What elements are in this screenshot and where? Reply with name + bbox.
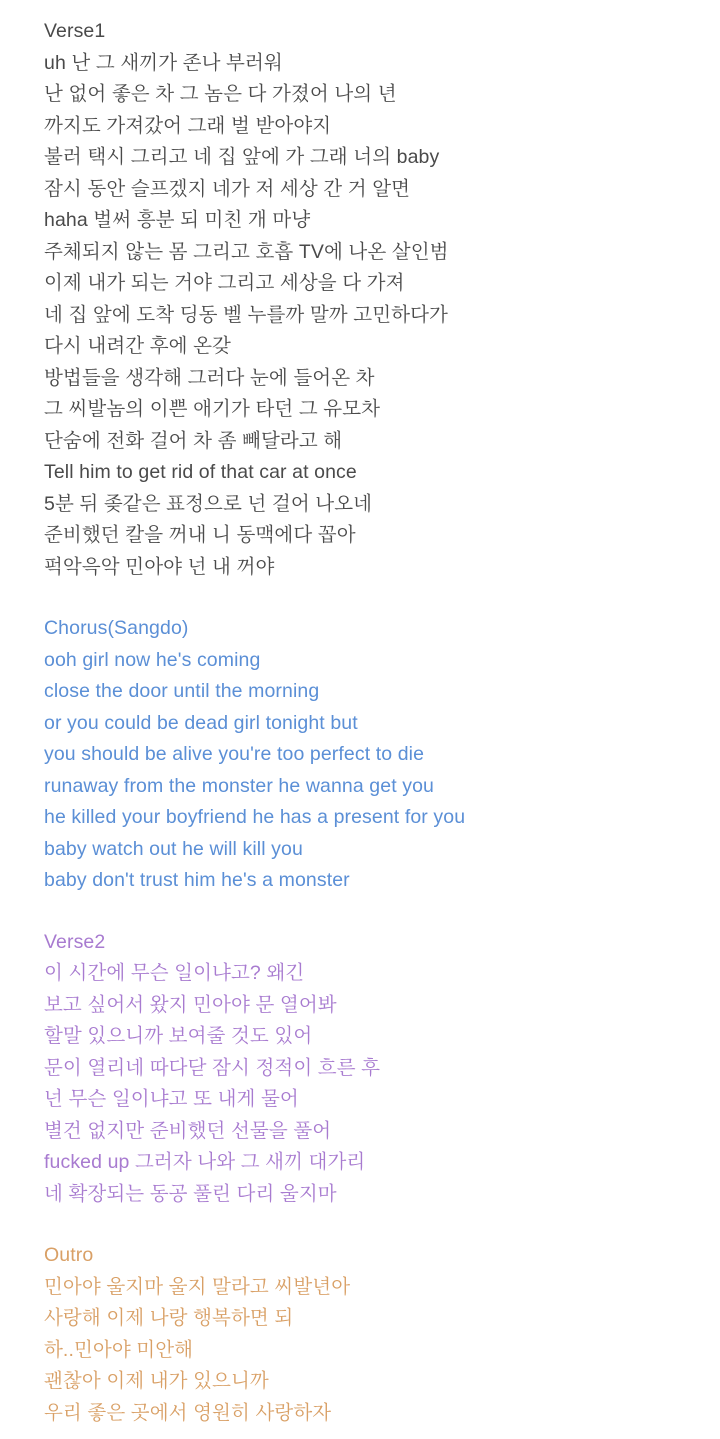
lyric-line: 우리 좋은 곳에서 영원히 사랑하자 (44, 1401, 332, 1424)
lyric-line: 단숨에 전화 걸어 차 좀 빼달라고 해 (44, 429, 343, 452)
lyric-line: 사랑해 이제 나랑 행복하면 되 (44, 1307, 294, 1329)
section-heading-chorus: Chorus(Sangdo) (44, 617, 189, 639)
lyric-line: 보고 싶어서 왔지 민아야 문 열어봐 (44, 993, 337, 1016)
lyrics-section-verse2 (44, 927, 680, 1211)
lyric-line: 방법들을 생각해 그러다 눈에 들어온 차 (44, 366, 375, 389)
lyric-line: 퍽악윽악 민아야 넌 내 꺼야 (44, 555, 275, 578)
lyric-line: close the door until the morning (44, 680, 320, 702)
lyric-line: 할말 있으니까 보여줄 것도 있어 (44, 1025, 313, 1047)
lyric-line: 이 시간에 무슨 일이냐고? 왜긴 (44, 962, 305, 984)
lyric-line: 네 확장되는 동공 풀린 다리 울지마 (44, 1182, 337, 1205)
lyrics-section-outro (44, 1240, 680, 1429)
section-heading-verse1: Verse1 (44, 20, 106, 42)
lyric-line: 다시 내려간 후에 온갖 (44, 335, 231, 357)
lyric-line: 민아야 울지마 울지 말라고 씨발년아 (44, 1275, 351, 1298)
lyric-line: 넌 무슨 일이냐고 또 내게 물어 (44, 1088, 299, 1110)
lyric-line: baby watch out he will kill you (44, 837, 303, 860)
lyric-line: 난 없어 좋은 차 그 놈은 다 가졌어 나의 년 (44, 83, 397, 105)
lyric-line: 5분 뒤 좆같은 표정으로 넌 걸어 나오네 (44, 492, 373, 515)
section-heading-outro: Outro (44, 1244, 94, 1266)
lyric-line: 이제 내가 되는 거야 그리고 세상을 다 가져 (44, 272, 405, 294)
lyric-line: he killed your boyfriend he has a present for you (44, 806, 466, 828)
lyric-line: 까지도 가져갔어 그래 벌 받아야지 (44, 114, 332, 137)
lyrics-sections-container (44, 16, 680, 1429)
lyric-line: 별건 없지만 준비했던 선물을 풀어 (44, 1119, 332, 1142)
lyric-line: fucked up 그러자 나와 그 새끼 대가리 (44, 1151, 366, 1173)
lyric-line: 주체되지 않는 몸 그리고 호흡 TV에 나온 살인범 (44, 240, 449, 263)
lyric-line: 문이 열리네 따다닫 잠시 정적이 흐른 후 (44, 1056, 381, 1079)
lyric-line: 잠시 동안 슬프겠지 네가 저 세상 간 거 알면 (44, 177, 411, 200)
lyrics-section-chorus (44, 613, 680, 897)
lyric-line: 네 집 앞에 도착 딩동 벨 누를까 말까 고민하다가 (44, 303, 448, 326)
lyric-line: haha 벌써 흥분 되 미친 개 마냥 (44, 209, 311, 231)
lyric-line: 준비했던 칼을 꺼내 니 동맥에다 꼽아 (44, 524, 356, 546)
lyric-line: 괜찮아 이제 내가 있으니까 (44, 1370, 269, 1392)
section-heading-verse2: Verse2 (44, 930, 106, 953)
lyric-line: runaway from the monster he wanna get you (44, 774, 434, 797)
lyric-line: 불러 택시 그리고 네 집 앞에 가 그래 너의 baby (44, 146, 440, 168)
lyric-line: baby don't trust him he's a monster (44, 869, 350, 891)
lyric-line: 그 씨발놈의 이쁜 애기가 타던 그 유모차 (44, 398, 381, 420)
lyric-line: or you could be dead girl tonight but (44, 711, 358, 734)
lyrics-section-verse1 (44, 16, 680, 583)
lyric-line: ooh girl now he's coming (44, 648, 261, 671)
lyric-line: uh 난 그 새끼가 존나 부러워 (44, 51, 283, 74)
lyric-line: 하..민아야 미안해 (44, 1338, 194, 1361)
lyric-line: you should be alive you're too perfect to die (44, 743, 425, 765)
lyric-line: Tell him to get rid of that car at once (44, 461, 357, 483)
